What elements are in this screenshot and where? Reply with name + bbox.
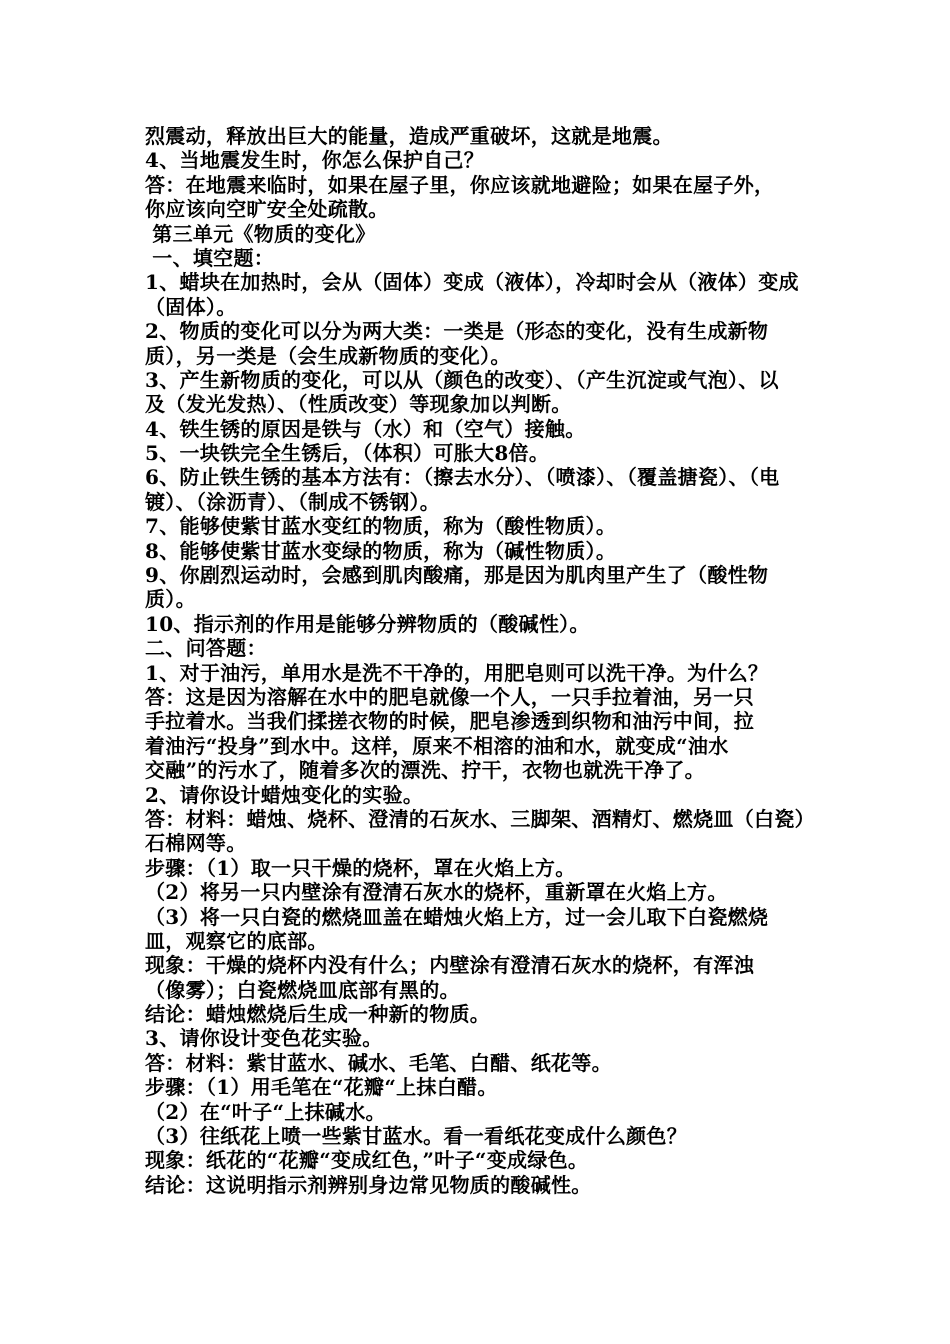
fill-blank-item: 2、物质的变化可以分为两大类：一类是（形态的变化，没有生成新物 [145, 319, 769, 344]
step-line: 皿，观察它的底部。 [145, 928, 328, 953]
answer-line: 答：在地震来临时，如果在屋子里，你应该就地避险；如果在屋子外， [145, 172, 775, 197]
step-line: 步骤：（1）取一只干燥的烧杯，罩在火焰上方。 [145, 855, 576, 880]
conclusion-line: 结论：这说明指示剂辨别身边常见物质的酸碱性。 [145, 1172, 592, 1197]
step-line: （3）将一只白瓷的燃烧皿盖在蜡烛火焰上方，过一会儿取下白瓷燃烧 [145, 904, 769, 929]
fill-blank-item: 10、指示剂的作用是能够分辨物质的（酸碱性）。 [145, 611, 590, 636]
section-heading: 一、填空题： [145, 245, 275, 270]
fill-blank-item: 8、能够使紫甘蓝水变绿的物质，称为（碱性物质）。 [145, 538, 617, 563]
fill-blank-item: 9、你剧烈运动时，会感到肌肉酸痛，那是因为肌肉里产生了（酸性物 [145, 563, 769, 588]
question-line: 2、请你设计蜡烛变化的实验。 [145, 782, 424, 807]
conclusion-line: 结论：蜡烛燃烧后生成一种新的物质。 [145, 1002, 491, 1027]
fill-blank-item: 3、产生新物质的变化，可以从（颜色的改变）、（产生沉淀或气泡）、以 [145, 367, 779, 392]
document-page [145, 124, 813, 1197]
text-line: 烈震动，释放出巨大的能量，造成严重破坏，这就是地震。 [145, 124, 673, 148]
fill-blank-item: 5、一块铁完全生锈后，（体积）可胀大8倍。 [145, 441, 550, 466]
fill-blank-item: 4、铁生锈的原因是铁与（水）和（空气）接触。 [145, 416, 586, 441]
fill-blank-item: 6、防止铁生锈的基本方法有：（擦去水分）、（喷漆）、（覆盖搪瓷）、（电 [145, 465, 780, 490]
section-heading: 二、问答题： [145, 636, 267, 661]
fill-blank-item: （固体）。 [145, 294, 237, 319]
answer-line: 答：这是因为溶解在水中的肥皂就像一个人，一只手拉着油，另一只 [145, 684, 754, 709]
fill-blank-item: 质），另一类是（会生成新物质的变化）。 [145, 343, 511, 368]
answer-line: 石棉网等。 [145, 831, 247, 856]
observation-line: 现象：纸花的“花瓣“变成红色，”叶子“变成绿色。 [145, 1148, 589, 1173]
fill-blank-item: 及（发光发热）、（性质改变）等现象加以判断。 [145, 392, 572, 417]
unit-title: 第三单元《物质的变化》 [145, 221, 376, 246]
answer-line: 着油污“投身”到水中。这样，原来不相溶的油和水，就变成“油水 [145, 733, 729, 758]
question-line: 3、请你设计变色花实验。 [145, 1026, 383, 1051]
observation-line: 现象：干燥的烧杯内没有什么；内壁涂有澄清石灰水的烧杯，有浑浊 [145, 953, 754, 978]
step-line: （2）在“叶子“上抹碱水。 [145, 1099, 386, 1124]
answer-line: 交融”的污水了，随着多次的漂洗、拧干，衣物也就洗干净了。 [145, 758, 705, 783]
answer-line: 你应该向空旷安全处疏散。 [145, 197, 389, 222]
question-line: 4、当地震发生时，你怎么保护自己？ [145, 148, 485, 173]
fill-blank-item: 质）。 [145, 587, 196, 612]
answer-line: 手拉着水。当我们揉搓衣物的时候，肥皂渗透到织物和油污中间，拉 [145, 709, 754, 734]
question-line: 1、对于油污，单用水是洗不干净的，用肥皂则可以洗干净。为什么？ [145, 660, 769, 685]
fill-blank-item: 7、能够使紫甘蓝水变红的物质，称为（酸性物质）。 [145, 514, 617, 539]
fill-blank-item: 1、蜡块在加热时，会从（固体）变成（液体），冷却时会从（液体）变成 [145, 270, 799, 295]
fill-blank-item: 镀）、（涂沥青）、（制成不锈钢）。 [145, 489, 441, 514]
answer-line: 答：材料：紫甘蓝水、碱水、毛笔、白醋、纸花等。 [145, 1050, 612, 1075]
step-line: （3）往纸花上喷一些紫甘蓝水。看一看纸花变成什么颜色？ [145, 1124, 688, 1149]
observation-line: （像雾）；白瓷燃烧皿底部有黑的。 [145, 977, 460, 1002]
step-line: 步骤：（1）用毛笔在“花瓣“上抹白醋。 [145, 1075, 498, 1100]
answer-line: 答：材料：蜡烛、烧杯、澄清的石灰水、三脚架、酒精灯、燃烧皿（白瓷） [145, 806, 815, 831]
step-line: （2）将另一只内壁涂有澄清石灰水的烧杯，重新罩在火焰上方。 [145, 880, 728, 905]
